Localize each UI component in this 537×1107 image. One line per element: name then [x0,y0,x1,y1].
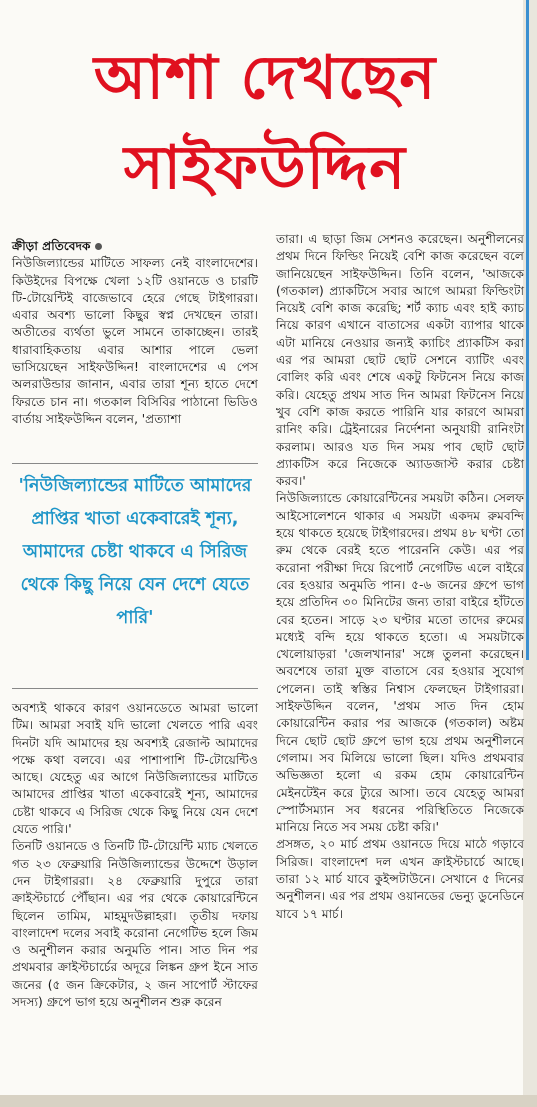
column-1-top [12,238,258,428]
pull-quote-top-rule [12,463,258,464]
pull-quote-bottom-rule [12,688,258,689]
paragraph: প্রসঙ্গত, ২০ মার্চ প্রথম ওয়ানডে দিয়ে মাঠে গড়াবে সিরিজ। বাংলাদেশ দল এখন ক্রাইস্টচার্চে আছে। তারা ১২ মার্চ যাবে কুইন্সটাউনে। সেখানে ৫ দিনের অনুশীলন। এর পর প্রথম ওয়ানডের ভেন্যু ডুনেডিনে যাবে ১৭ মার্চ। [276,837,524,921]
paragraph: নিউজিল্যান্ডে কোয়ারেন্টিনের সময়টা কঠিন। সেলফ আইসোলেশনে থাকার এ সময়টা একদম রুমবন্দি হয়ে থাকতে হয়েছে টাইগারদের। প্রথম ৪৮ ঘণ্টা তো রুম থেকে বেরই হতে পারেননি কেউ। এর পর করোনা পরীক্ষা দিয়ে রিপোর্ট নেগেটিভ এলে বাইরে বের হওয়ার অনুমতি পান। ৫-৬ জনের গ্রুপে ভাগ হয়ে প্রতিদিন ৩০ মিনিটের জন্য তারা বাইরে হাঁটতে বের হতেন। সাড়ে ২৩ ঘণ্টার মতো তাদের রুমের মধ্যেই বন্দি হয়ে থাকতে হতো। এ সময়টাকে খেলোয়াড়রা 'জেলখানার' সঙ্গে তুলনা করেছেন। অবশেষে তারা মুক্ত বাতাসে বের হওয়ার সুযোগ পেলেন। তাই স্বস্তির নিশ্বাস ফেলছেন টাইগাররা। সাইফউদ্দিন বলেন, 'প্রথম সাত দিন হোম কোয়ারেন্টিন করার পর আজকে (গতকাল) অষ্টম দিনে ছোট ছোট গ্রুপে ভাগ হয়ে প্রথম অনুশীলনে গেলাম। সব মিলিয়ে ভালো ছিল। যদিও প্রথমবার অভিজ্ঞতা হলো এ রকম হোম কোয়ারেন্টিন মেইনটেইন করে ট্যুরে আসা। তবে যেহেতু আমরা স্পোর্টসম্যান সব ধরনের পরিস্থিতিতে নিজেকে মানিয়ে নিতে সব সময় চেষ্টা করি।' [276,491,524,835]
column-1-bottom [12,700,258,1011]
pull-quote: 'নিউজিল্যান্ডের মাটিতে আমাদের প্রাপ্তির খাতা একেবারেই শূন্য, আমাদের চেষ্টা থাকবে এ সিরিজ থেকে কিছু নিয়ে যেন দেশে যেতে পারি' [18,476,252,628]
page-bottom-edge [0,1095,537,1107]
paragraph: তিনটি ওয়ানডে ও তিনটি টি-টোয়েন্টি ম্যাচ খেলতে গত ২৩ ফেব্রুয়ারি নিউজিল্যান্ডের উদ্দেশে উড়াল দেন টাইগাররা। ২৪ ফেব্রুয়ারি দুপুরে তারা ক্রাইস্টচার্চে পৌঁছান। এর পর থেকে কোয়ারেন্টিনে ছিলেন তামিম, মাহমুদউল্লাহরা। তৃতীয় দফায় বাংলাদেশ দলের সবাই করোনা নেগেটিভ হলে জিম ও অনুশীলন করার অনুমতি পান। সাত দিন পর প্রথমবার ক্রাইস্টচার্চের অদূরে লিঙ্কন গ্রুপ ইনে সাত জনের (৫ জন ক্রিকেটার, ২ জন সাপোর্ট স্টাফের সদস্য) গ্রুপে ভাগ হয়ে অনুশীলন শুরু করেন [12,839,258,1010]
byline-bullet-icon [95,243,102,250]
paragraph: তারা। এ ছাড়া জিম সেশনও করেছেন। অনুশীলনের প্রথম দিনে ফিল্ডিং নিয়েই বেশি কাজ করেছেন বলে জানিয়েছেন সাইফউদ্দিন। তিনি বলেন, 'আজকে (গতকাল) প্র্যাকটিসে সবার আগে আমরা ফিল্ডিংটা নিয়েই বেশি কাজ করেছি; শর্ট ক্যাচ এবং হাই ক্যাচ নিয়ে কারণ এখানে বাতাসের একটা ব্যাপার থাকে এটা মানিয়ে নেওয়ার জন্যই ক্যাচিং প্র্যাকটিস করা এর পর আমরা ছোট ছোট সেশনে ব্যাটিং এবং বোলিং করি এবং শেষে একটু ফিটনেস নিয়ে কাজ করি। যেহেতু প্রথম সাত দিন আমরা ফিটনেস নিয়ে খুব বেশি কাজ করতে পারিনি যার কারণে আমরা রানিং করি। ট্রেইনারের নির্দেশনা অনুযায়ী রানিংটা করলাম। আরও যত দিন সময় পাব ছোট ছোট প্র্যাকটিস করে নিজেকে অ্যাডজাস্ট করার চেষ্টা করব।' [276,232,524,489]
column-2 [276,231,524,923]
headline-line-2: সাইফউদ্দিন [123,133,407,203]
intro-paragraph: নিউজিল্যান্ডের মাটিতে সাফল্য নেই বাংলাদেশের। কিউইদের বিপক্ষে খেলা ১২টি ওয়ানডে ও চারটি টি-টোয়েন্টিই বাজেভাবে হেরে গেছে টাইগাররা। এবার অবশ্য ভালো কিছুর স্বপ্ন দেখছেন তারা। অতীতের ব্যর্থতা ভুলে সামনে তাকাচ্ছেন। তারই ধারাবাহিকতায় এবার আশার পালে ভেলা ভাসিয়েছেন সাইফউদ্দিন! বাংলাদেশের এ পেস অলরাউন্ডার জানান, এবার তারা শূন্য হাতে দেশে ফিরতে চান না। গতকাল বিসিবির পাঠানো ভিডিও বার্তায় সাইফউদ্দিন বলেন, 'প্রত্যাশা [12,256,258,426]
byline: ক্রীড়া প্রতিবেদক [12,239,91,253]
paragraph: অবশ্যই থাকবে কারণ ওয়ানডেতে আমরা ভালো টিম। আমরা সবাই যদি ভালো খেলতে পারি এবং দিনটা যদি আমাদের হয় অবশ্যই রেজাল্ট আমাদের পক্ষে কথা বলবে। এর পাশাপাশি টি-টোয়েন্টিও আছে। যেহেতু এর আগে নিউজিল্যান্ডের মাটিতে আমাদের প্রাপ্তির খাতা একেবারেই শূন্য, আমাদের চেষ্টা থাকবে এ সিরিজ থেকে কিছু নিয়ে যেন দেশে যেতে পারি।' [12,701,258,837]
headline-line-1: আশা দেখছেন [93,43,437,113]
